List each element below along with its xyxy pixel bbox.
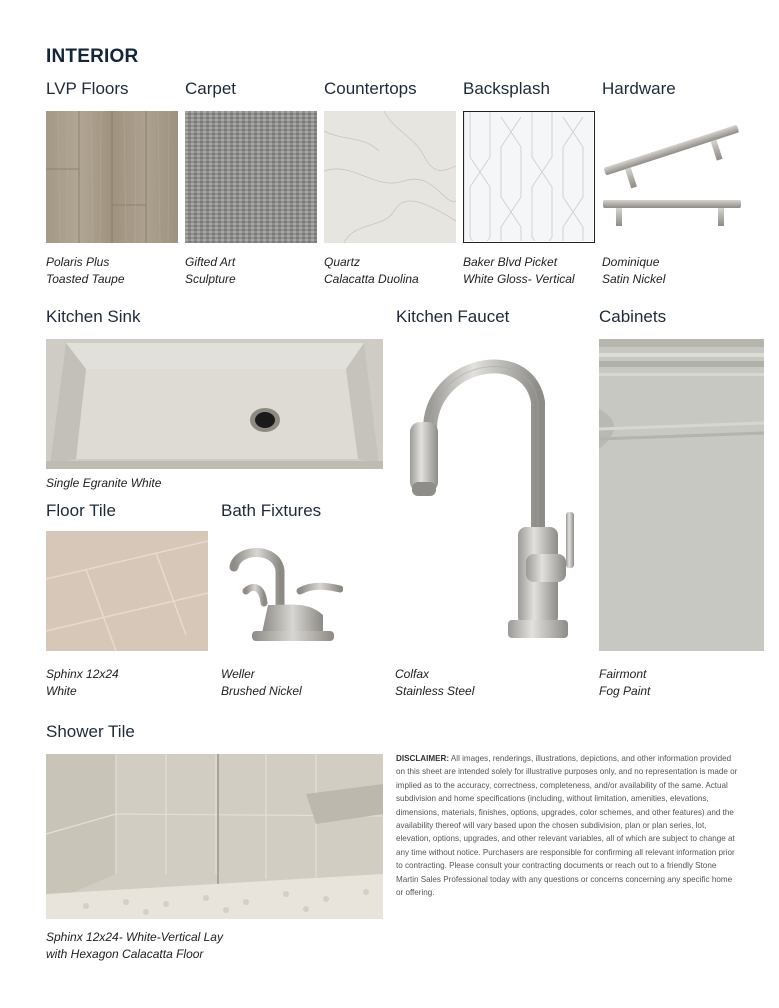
carpet-name: Gifted Art	[185, 255, 236, 269]
sink-name: Single Egranite White	[46, 476, 162, 490]
bath-name: Weller	[221, 667, 255, 681]
shower-floor: with Hexagon Calacatta Floor	[46, 947, 204, 961]
cabinets-name: Fairmont	[599, 667, 647, 681]
backsplash-name: Baker Blvd Picket	[463, 255, 558, 269]
floortile-caption	[46, 666, 119, 700]
category-cabinets: Cabinets	[599, 307, 667, 326]
shower-caption	[46, 929, 223, 963]
category-hardware: Hardware	[602, 79, 676, 98]
cabinet-swatch-image	[599, 339, 764, 651]
faucet-color: Stainless Steel	[395, 684, 475, 698]
backsplash-swatch-image	[463, 111, 595, 243]
disclaimer-label: DISCLAIMER:	[396, 754, 450, 763]
sink-caption	[46, 475, 161, 492]
backsplash-caption	[463, 254, 575, 288]
lvp-name: Polaris Plus	[46, 255, 110, 269]
bath-color: Brushed Nickel	[221, 684, 302, 698]
category-kitchen-sink: Kitchen Sink	[46, 307, 141, 326]
countertops-caption	[324, 254, 419, 288]
category-backsplash: Backsplash	[463, 79, 550, 98]
bath-caption	[221, 666, 302, 700]
carpet-color: Sculpture	[185, 272, 236, 286]
hardware-caption	[602, 254, 665, 288]
carpet-swatch-image	[185, 111, 317, 243]
floor-tile-swatch-image	[46, 531, 208, 651]
lvp-swatch-image	[46, 111, 178, 243]
category-kitchen-faucet: Kitchen Faucet	[396, 307, 510, 326]
carpet-caption	[185, 254, 236, 288]
category-floor-tile: Floor Tile	[46, 501, 116, 520]
category-lvp-floors: LVP Floors	[46, 79, 129, 98]
floortile-name: Sphinx 12x24	[46, 667, 119, 681]
shower-name: Sphinx 12x24- White-Vertical Lay	[46, 930, 223, 944]
kitchen-faucet-image	[388, 342, 588, 644]
faucet-caption	[395, 666, 474, 700]
countertops-name: Quartz	[324, 255, 361, 269]
shower-tile-image	[46, 754, 383, 919]
category-shower-tile: Shower Tile	[46, 722, 135, 741]
lvp-color: Toasted Taupe	[46, 272, 125, 286]
floortile-color: White	[46, 684, 77, 698]
cabinets-color: Fog Paint	[599, 684, 651, 698]
hardware-pull-image	[600, 122, 745, 234]
category-countertops: Countertops	[324, 79, 417, 98]
page-title: INTERIOR	[46, 46, 139, 67]
countertop-swatch-image	[324, 111, 456, 243]
disclaimer	[396, 752, 738, 899]
hardware-name: Dominique	[602, 255, 660, 269]
hardware-color: Satin Nickel	[602, 272, 666, 286]
kitchen-sink-image	[46, 339, 383, 469]
disclaimer-text: All images, renderings, illustrations, depictions, and other information provided on this sheet are intended solely for illustrative purposes only, and no representation is made or implied as to the accuracy, correctness, completeness, and/or availability of the same. Actual subdivision and home specifications (including, without limitation, amenities, elevations, dimensions, materials, finishes, options, upgrades, color schemes, and other features) and the availability thereof will vary based upon the chosen subdivision, plan or plan series, lot, elevation, options, upgrades, and other relevant variables, all of which are subject to change at any time without notice. Purchasers are responsible for confirming all relevant information prior to contracting. Please consult your contracting documents or reach out to a friendly Stone Martin Sales Professional today with any questions or concerns concerning any specific home or offering.	[396, 754, 738, 898]
category-carpet: Carpet	[185, 79, 237, 98]
cabinets-caption	[599, 666, 650, 700]
lvp-caption	[46, 254, 125, 288]
backsplash-color: White Gloss- Vertical	[463, 272, 575, 286]
countertops-color: Calacatta Duolina	[324, 272, 419, 286]
category-bath-fixtures: Bath Fixtures	[221, 501, 322, 520]
faucet-name: Colfax	[395, 667, 430, 681]
bath-faucet-image	[228, 545, 343, 645]
